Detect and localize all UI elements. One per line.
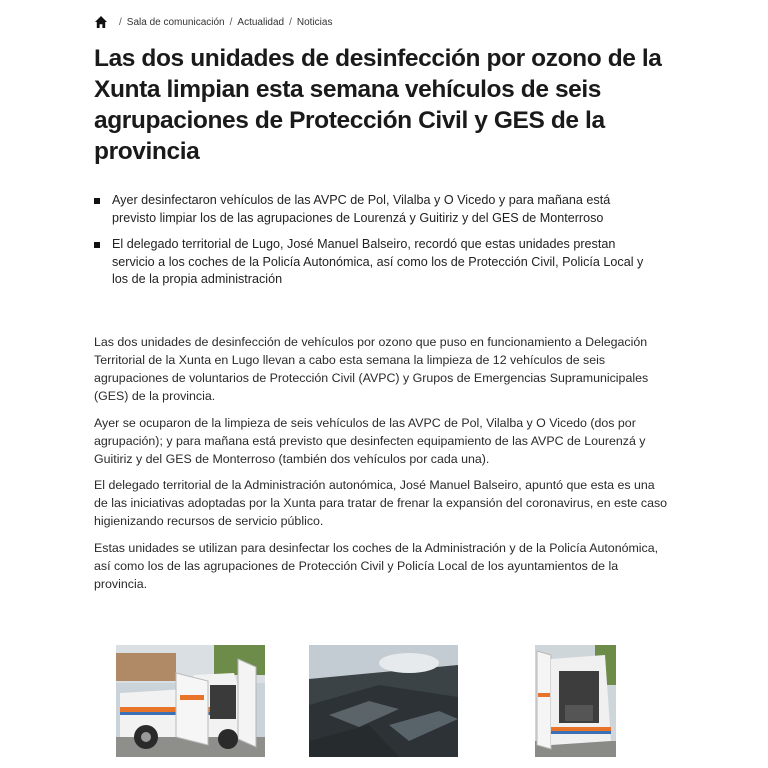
article-paragraph: Ayer se ocuparon de la limpieza de seis vehículos de las AVPC de Pol, Vilalba y O Vicedo (dos por agrupación); y para mañana está previsto que desinfecten equipamiento de las AVPC de Lourenzá y Guitiriz y del GES de Monterroso (también dos vehículos por cada una).: [94, 415, 646, 466]
bullet-square-icon: [94, 198, 100, 204]
vehicle-photo[interactable]: [116, 645, 265, 757]
breadcrumb: [94, 13, 332, 31]
vehicle-photo[interactable]: [535, 645, 616, 757]
article-paragraph: El delegado territorial de la Administración autonómica, José Manuel Balseiro, apuntó que esta es una de las iniciativas adoptadas por la Xunta para tratar de frenar la expansión del coronavirus, en este caso higienizando recursos de servicio público.: [94, 478, 668, 528]
vehicle-door-open-image: [116, 645, 265, 757]
article-title: Las dos unidades de desinfección por ozono de la Xunta limpian esta semana vehículos de seis agrupaciones de Protección Civil y GES de la provincia: [94, 45, 662, 165]
highlight-item: [94, 192, 654, 227]
breadcrumb-separator: /: [229, 16, 233, 28]
highlight-text: El delegado territorial de Lugo, José Manuel Balseiro, recordó que estas unidades prestan servicio a los coches de la Policía Autonómica, así como los de Protección Civil, Policía Local y los de la propia administración: [112, 237, 644, 286]
home-icon[interactable]: [94, 15, 108, 29]
breadcrumb-link[interactable]: Noticias: [296, 16, 333, 28]
article-highlights: [94, 192, 654, 298]
highlight-item: [94, 236, 654, 289]
article-paragraph: Las dos unidades de desinfección de vehículos por ozono que puso en funcionamiento a Delegación Territorial de la Xunta en Lugo llevan a cabo esta semana la limpieza de 12 vehículos de seis agrupaciones de voluntarios de Protección Civil (AVPC) y Grupos de Emergencias Supramunicipales (GES) de la provincia.: [94, 335, 649, 403]
breadcrumb-separator: /: [119, 16, 122, 28]
highlight-text: Ayer desinfectaron vehículos de las AVPC de Pol, Vilalba y O Vicedo y para mañana está previsto limpiar los de las agrupaciones de Lourenzá y Guitiriz y del GES de Monterroso: [112, 193, 611, 225]
bullet-square-icon: [94, 242, 100, 248]
vehicle-interior-image: [309, 645, 458, 757]
breadcrumb-link[interactable]: Actualidad: [237, 16, 285, 28]
breadcrumb-link[interactable]: Sala de comunicación: [126, 16, 225, 28]
vehicle-photo[interactable]: [309, 645, 458, 757]
breadcrumb-separator: /: [289, 16, 292, 28]
article-paragraph: Estas unidades se utilizan para desinfectar los coches de la Administración y de la Policía Autonómica, así como los de las agrupaciones de Protección Civil y Policía Local de los ayuntamientos de la provincia.: [94, 540, 659, 591]
article-body: [94, 333, 669, 601]
vehicle-cabin-image: [535, 645, 616, 757]
